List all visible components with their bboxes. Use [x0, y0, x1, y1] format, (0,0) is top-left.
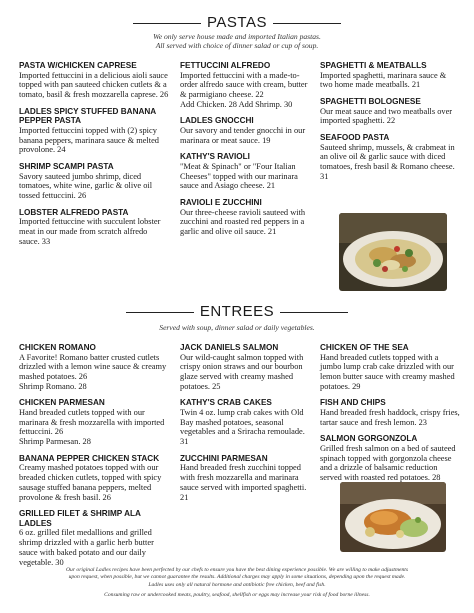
menu-item-name: LOBSTER ALFREDO PASTA	[19, 207, 129, 217]
pasta-plate-icon	[339, 213, 447, 291]
footer-note-2: upon request, when possible, but we cannot guarantee the results. Additional charges may apply in some situations, depending upon the request made.	[68, 574, 406, 580]
menu-item	[180, 198, 314, 237]
menu-item-name: PASTA W/CHICKEN CAPRESE	[19, 61, 137, 70]
menu-item	[320, 97, 460, 126]
menu-item	[180, 343, 314, 391]
menu-item-name: LADLES GNOCCHI	[180, 116, 254, 126]
menu-item-description: Hand breaded fresh haddock, crispy fries, tartar sauce and fresh lemon. 23	[320, 408, 460, 427]
pastas-subtitle-1: We only serve house made and imported Italian pastas.	[153, 32, 321, 41]
menu-item	[320, 61, 460, 90]
menu-item-name: SHRIMP SCAMPI PASTA	[19, 162, 114, 171]
menu-item-description: Imported fettuccine with succulent lobster meat in our made from scratch alfredo sauce. 33	[19, 217, 161, 246]
header-rule-right	[273, 23, 341, 24]
menu-item-description: "Meat & Spinach" or "Four Italian Cheeses" topped with our marinara sauce and Asiago cheese. 21	[180, 162, 298, 191]
menu-item-name: CHICKEN OF THE SEA	[320, 343, 409, 352]
menu-item-name: ZUCCHINI PARMESAN	[180, 453, 268, 463]
menu-item-description: A Favorite! Romano batter crusted cutlets drizzled with a lemon wine sauce & creamy mashed potatoes. 26 Shrimp Romano. 28	[19, 352, 167, 391]
menu-item-description: Our savory and tender gnocchi in our marinara or meat sauce. 19	[180, 126, 306, 145]
menu-item-description: Grilled fresh salmon on a bed of sauteed spinach topped with gorgonzola cheese and a drizzle of balsamic reduction served with roasted red potatoes. 28	[320, 444, 456, 483]
menu-item-description: Imported fettuccini in a delicious aioli sauce topped with pan sauteed chicken cutlets & a tomato, basil & fresh mozzarella caprese. 26	[19, 70, 169, 99]
menu-item	[19, 107, 169, 155]
entrees-column-3	[320, 343, 460, 490]
entrees-subtitle: Served with soup, dinner salad or daily vegetables.	[159, 323, 315, 332]
menu-item-description: Imported fettuccini topped with (2) spicy banana peppers, marinara sauce & melted provolone. 24	[19, 125, 159, 155]
menu-item-description: Twin 4 oz. lump crab cakes with Old Bay mashed potatoes, seasonal vegetables and a Sriracha remoulade. 31	[180, 408, 305, 447]
footer-note-1: Our original Ladles recipes have been perfected by our chefs to ensure you have the best dining experience possible. We are willing to make adjustments	[65, 567, 409, 573]
footer-note-3: Ladles uses only all natural hormone and antibiotic free chicken, beef and fish.	[148, 582, 326, 588]
menu-item-name: SEAFOOD PASTA	[320, 133, 390, 142]
menu-item-name: SPAGHETTI & MEATBALLS	[320, 61, 427, 70]
menu-item-name: FETTUCCINI ALFREDO	[180, 61, 271, 70]
menu-item-name: CHICKEN PARMESAN	[19, 398, 105, 408]
menu-item	[180, 454, 314, 502]
menu-item-description: Our meat sauce and two meatballs over imported spaghetti. 22	[320, 106, 453, 126]
menu-item	[180, 61, 314, 109]
entrees-column-1	[19, 343, 169, 574]
menu-item	[19, 398, 169, 446]
menu-item-name: CHICKEN ROMANO	[19, 343, 96, 352]
menu-item	[19, 61, 169, 100]
entree-plate-icon	[340, 482, 446, 552]
menu-item	[320, 434, 460, 482]
menu-item	[320, 398, 460, 427]
menu-item-name: SALMON GORGONZOLA	[320, 434, 418, 444]
footer-note-4: Consuming raw or undercooked meats, poultry, seafood, shellfish or eggs may increase your risk of food borne illness.	[104, 592, 370, 598]
menu-item-name: BANANA PEPPER CHICKEN STACK	[19, 453, 160, 463]
menu-item	[19, 162, 169, 201]
menu-item-name: FISH AND CHIPS	[320, 398, 386, 408]
menu-item-description: Hand breaded cutlets topped with our marinara & fresh mozzarella with imported fettuccini. 26 Shrimp Parmesan. 28	[19, 408, 165, 447]
header-rule-left	[126, 312, 194, 313]
menu-item-name: KATHY'S CRAB CAKES	[180, 398, 272, 408]
menu-item	[19, 454, 169, 502]
entree-dish-photo	[340, 482, 446, 552]
menu-item-description: Creamy mashed potatoes topped with our breaded chicken cutlets, topped with spicy sausage stuffed banana peppers, melted provolone & fresh basil. 26	[19, 463, 162, 502]
entrees-header	[0, 303, 474, 321]
menu-item-description: Imported spaghetti, marinara sauce & two home made meatballs. 21	[320, 70, 447, 90]
pastas-column-1	[19, 61, 169, 253]
menu-item-description: Sauteed shrimp, mussels, & crabmeat in an olive oil & garlic sauce with diced tomatoes, fresh basil & Romano cheese. 31	[320, 142, 455, 181]
menu-item-description: Hand breaded fresh zucchini topped with fresh mozzarella and marinara sauce served with imported spaghetti. 21	[180, 463, 307, 502]
menu-item-name: LADLES SPICY STUFFED BANANA PEPPER PASTA	[19, 106, 156, 126]
menu-item-name: JACK DANIELS SALMON	[180, 343, 279, 352]
menu-item-name: SPAGHETTI BOLOGNESE	[320, 97, 421, 106]
pastas-subtitle-2: All served with choice of dinner salad or cup of soup.	[155, 41, 319, 50]
entrees-title: ENTREES	[199, 303, 275, 320]
header-rule-right	[280, 312, 348, 313]
menu-item	[19, 509, 169, 567]
menu-item	[180, 116, 314, 145]
menu-item-name: RAVIOLI E ZUCCHINI	[180, 198, 262, 208]
menu-item	[320, 133, 460, 181]
pasta-dish-photo	[339, 213, 447, 291]
menu-item	[180, 152, 314, 191]
menu-item-name: KATHY'S RAVIOLI	[180, 152, 250, 162]
menu-item	[19, 208, 169, 247]
menu-item-description: Our three-cheese ravioli sauteed with zucchini and roasted red peppers in a garlic and olive oil sauce. 21	[180, 207, 306, 237]
menu-item-name: GRILLED FILET & SHRIMP ALA LADLES	[19, 509, 141, 528]
menu-item-description: Imported fettuccini with a made-to-order alfredo sauce with cream, butter & parmigiano cheese. 22 Add Chicken. 28 Add Shrimp. 30	[180, 70, 308, 109]
pastas-column-2	[180, 61, 314, 244]
entrees-column-2	[180, 343, 314, 509]
menu-item-description: 6 oz. grilled filet medallions and grilled shrimp drizzled with a garlic herb butter sauce with baked potato and our daily vegetable. 30	[19, 528, 154, 567]
menu-item	[19, 343, 169, 391]
pastas-title: PASTAS	[207, 14, 267, 31]
header-rule-left	[133, 23, 201, 24]
pastas-header	[0, 14, 474, 32]
menu-item	[320, 343, 460, 391]
menu-item-description: Savory sauteed jumbo shrimp, diced tomatoes, white wine, garlic & olive oil tossed fettuccini. 26	[19, 171, 153, 200]
menu-item-description: Hand breaded cutlets topped with a jumbo lump crab cake drizzled with our lemon butter sauce with creamy mashed potatoes. 29	[320, 352, 455, 391]
pastas-column-3	[320, 61, 460, 188]
menu-item	[180, 398, 314, 446]
menu-item-description: Our wild-caught salmon topped with crispy onion straws and our bourbon glaze served with creamy mashed potatoes. 25	[180, 352, 304, 391]
